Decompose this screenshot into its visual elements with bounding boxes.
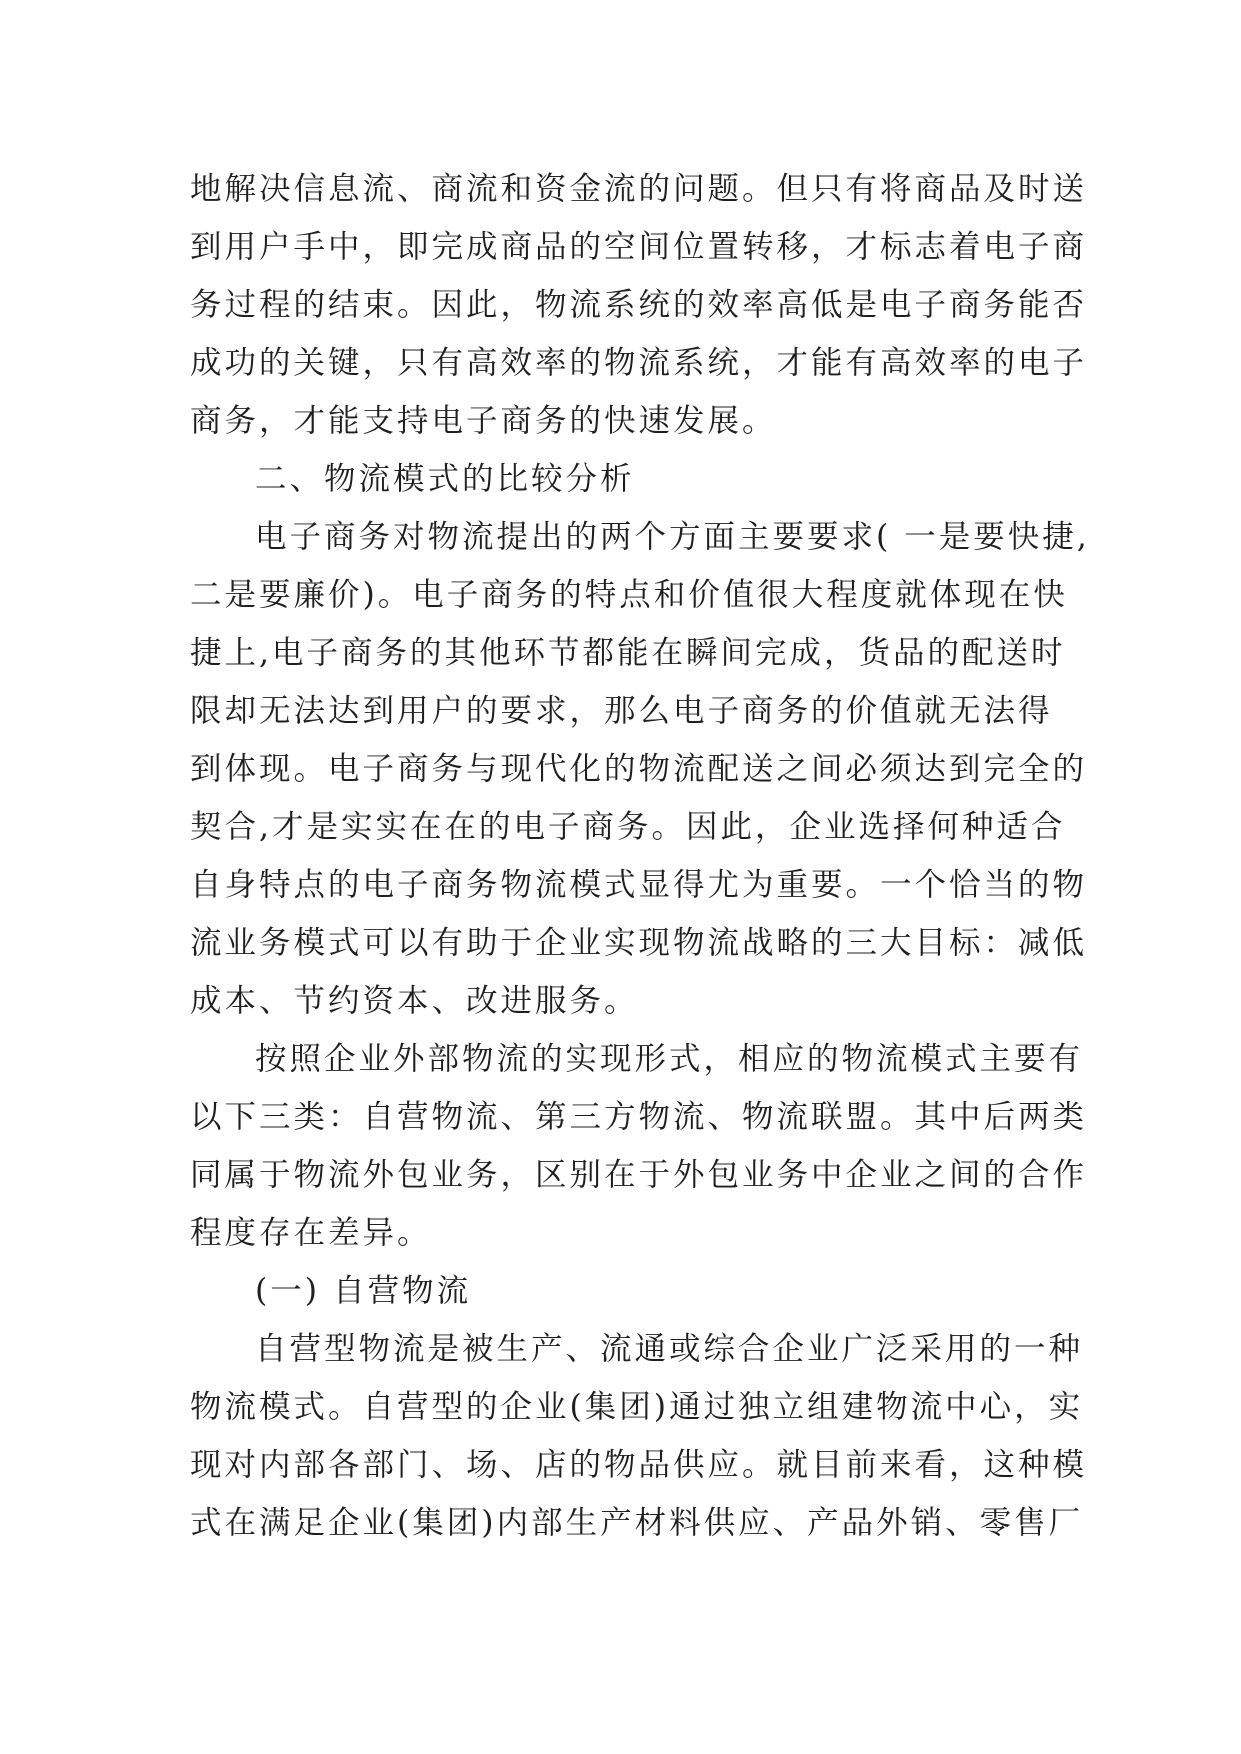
paragraph-line: 物流模式。自营型的企业(集团)通过独立组建物流中心，实 — [190, 1389, 1084, 1425]
paragraph-line: 契合,才是实实在在的电子商务。因此，企业选择何种适合 — [190, 809, 1066, 845]
paragraph-line: 式在满足企业(集团)内部生产材料供应、产品外销、零售厂 — [190, 1505, 1084, 1541]
paragraph-line: 同属于物流外包业务，区别在于外包业务中企业之间的合作 — [190, 1157, 1088, 1193]
paragraph-line: 程度存在差异。 — [190, 1215, 432, 1251]
section-heading: 二、物流模式的比较分析 — [255, 461, 635, 497]
paragraph-line: 以下三类：自营物流、第三方物流、物流联盟。其中后两类 — [190, 1099, 1088, 1135]
body-text — [190, 160, 1090, 1552]
paragraph-line: 捷上,电子商务的其他环节都能在瞬间完成，货品的配送时 — [190, 635, 1066, 671]
paragraph-line: 流业务模式可以有助于企业实现物流战略的三大目标：减低 — [190, 925, 1088, 961]
paragraph-line: 商务，才能支持电子商务的快速发展。 — [190, 403, 777, 439]
paragraph-line: 地解决信息流、商流和资金流的问题。但只有将商品及时送 — [190, 171, 1088, 207]
paragraph-line: 自营型物流是被生产、流通或综合企业广泛采用的一种 — [255, 1331, 1084, 1367]
paragraph-line: 限却无法达到用户的要求，那么电子商务的价值就无法得 — [190, 693, 1053, 729]
paragraph-line: 到用户手中，即完成商品的空间位置转移，才标志着电子商 — [190, 229, 1088, 265]
paragraph-line: 成功的关键，只有高效率的物流系统，才能有高效率的电子 — [190, 345, 1088, 381]
paragraph-line: 自身特点的电子商务物流模式显得尤为重要。一个恰当的物 — [190, 867, 1088, 903]
paragraph-line: 现对内部各部门、场、店的物品供应。就目前来看，这种模 — [190, 1447, 1088, 1483]
paragraph-line: 二是要廉价)。电子商务的特点和价值很大程度就体现在快 — [190, 577, 1068, 613]
paragraph-line: 按照企业外部物流的实现形式，相应的物流模式主要有 — [255, 1041, 1084, 1077]
paragraph-line: 电子商务对物流提出的两个方面主要要求( 一是要快捷, — [255, 519, 1090, 555]
paragraph-line: 到体现。电子商务与现代化的物流配送之间必须达到完全的 — [190, 751, 1088, 787]
paragraph-line: 务过程的结束。因此，物流系统的效率高低是电子商务能否 — [190, 287, 1088, 323]
subsection-heading: (一) 自营物流 — [255, 1273, 472, 1309]
paragraph-line: 成本、节约资本、改进服务。 — [190, 983, 639, 1019]
